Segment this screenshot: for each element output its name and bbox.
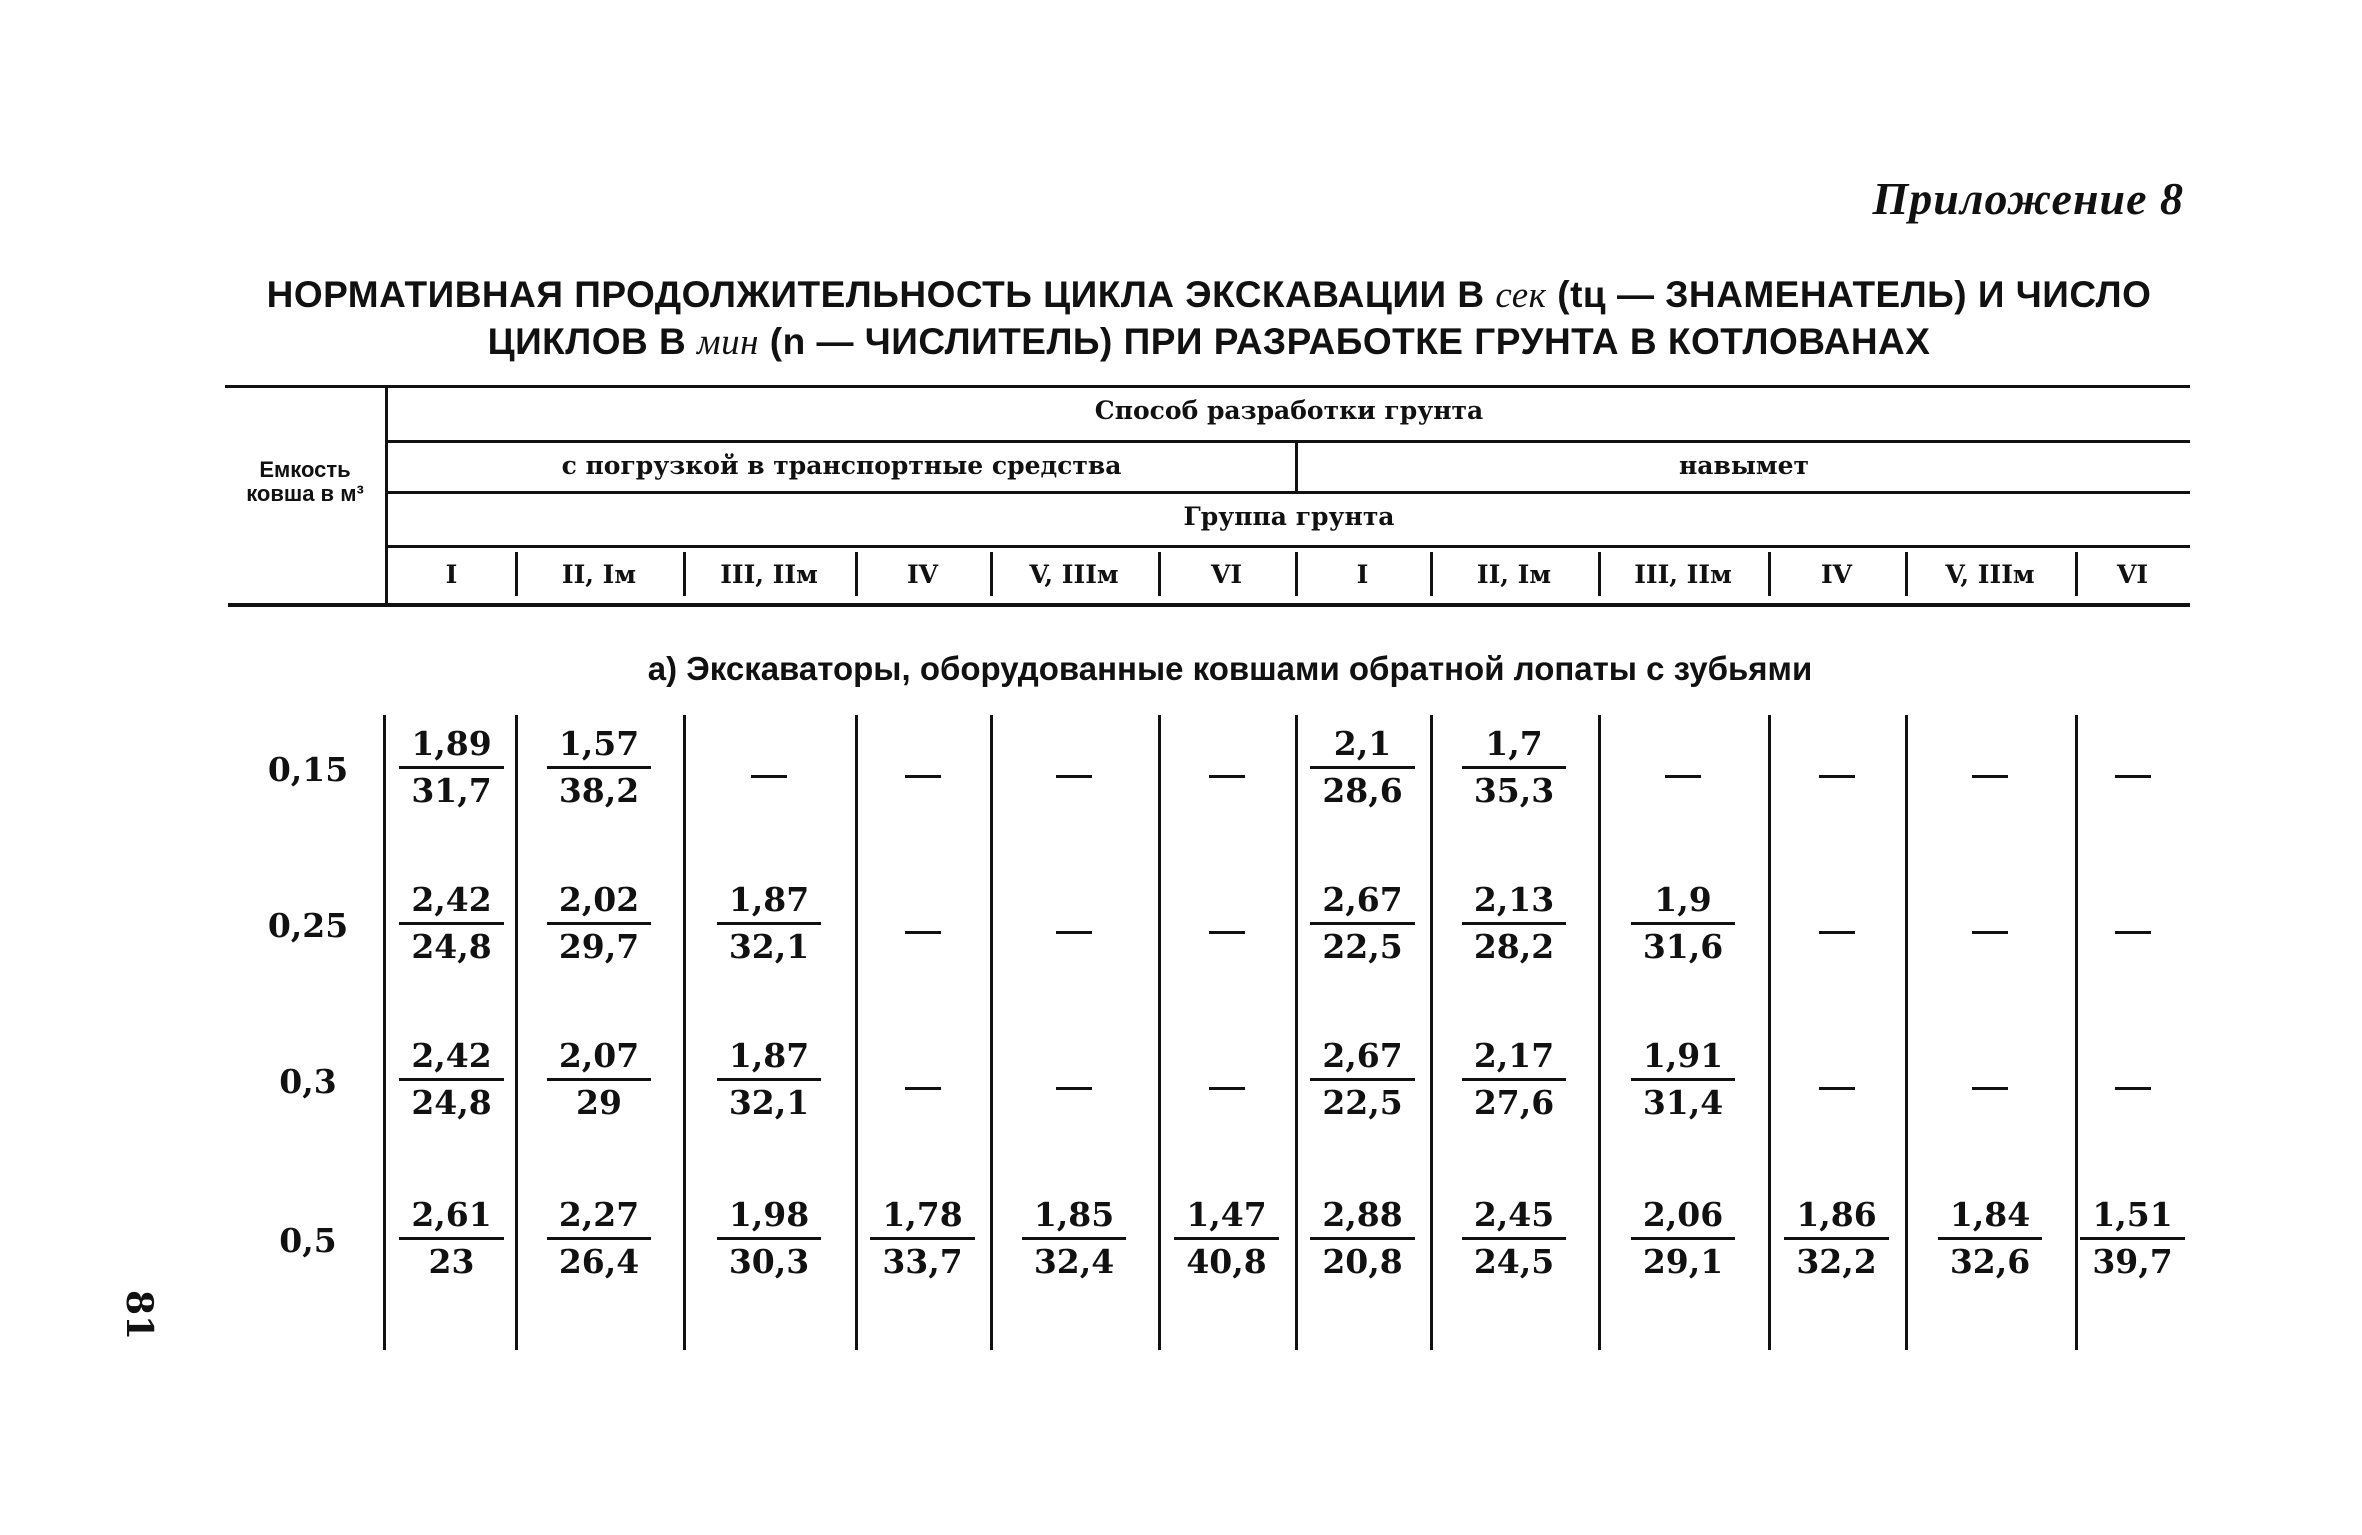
cycle-time-sec-denominator: 24,8	[411, 1083, 492, 1122]
table-cell	[1905, 1193, 2075, 1284]
group-col-separator	[1768, 552, 1771, 596]
cycle-time-sec-denominator: 23	[428, 1242, 475, 1281]
section-a-caption: а) Экскаваторы, оборудованные ковшами обратной лопаты с зубьями	[647, 650, 1813, 687]
group-col-separator	[855, 552, 858, 596]
cycle-time-sec-denominator: 22,5	[1322, 927, 1403, 966]
group-col-separator	[1598, 552, 1601, 596]
cycle-time-sec-denominator: 28,2	[1473, 927, 1555, 966]
soil-group-header: Группа грунта	[1183, 502, 1395, 531]
fraction-value	[1310, 1193, 1414, 1284]
cycles-per-min-numerator: 1,86	[1784, 1193, 1888, 1240]
cycles-per-min-numerator: 2,1	[1310, 722, 1414, 769]
no-value-dash	[1056, 775, 1092, 778]
cycles-per-min-numerator: 1,85	[1022, 1193, 1126, 1240]
table-cell	[388, 1193, 515, 1284]
cycle-time-sec-denominator: 33,7	[882, 1242, 963, 1281]
cycles-per-min-numerator: 2,13	[1462, 878, 1566, 925]
title-part-1: НОРМАТИВНАЯ ПРОДОЛЖИТЕЛЬНОСТЬ ЦИКЛА ЭКСКАВАЦИИ В	[266, 274, 1496, 315]
cycles-per-min-numerator: 1,87	[717, 878, 821, 925]
table-cell	[990, 1078, 1158, 1097]
table-cell	[1295, 878, 1430, 969]
cycles-per-min-numerator: 2,42	[399, 878, 503, 925]
soil-group-col-2: II, Iм	[561, 560, 637, 589]
fraction-value	[2080, 1193, 2184, 1284]
row-capacity-label: 0,25	[267, 906, 349, 945]
soil-group-col-8: II, Iм	[1476, 560, 1552, 589]
cycles-per-min-numerator: 1,91	[1631, 1034, 1735, 1081]
cycles-per-min-numerator: 1,98	[717, 1193, 821, 1240]
no-value-dash	[1665, 775, 1701, 778]
dumping-header: навымет	[1678, 451, 1810, 480]
cycles-per-min-numerator: 2,27	[547, 1193, 651, 1240]
fraction-value	[1631, 1193, 1735, 1284]
table-cell	[1430, 1193, 1598, 1284]
table-cell	[1430, 878, 1598, 969]
cycles-per-min-numerator: 2,07	[547, 1034, 651, 1081]
soil-group-col-11: V, IIIм	[1945, 560, 2035, 589]
table-cell	[990, 1193, 1158, 1284]
no-value-dash	[905, 1087, 941, 1090]
fraction-value	[547, 722, 651, 813]
header-rule-subgroup	[388, 491, 2190, 494]
fraction-value	[1462, 1034, 1566, 1125]
fraction-value	[547, 1193, 651, 1284]
table-cell	[1905, 922, 2075, 941]
cycle-time-sec-denominator: 38,2	[558, 771, 640, 810]
table-cell	[1768, 922, 1905, 941]
cycles-per-min-numerator: 2,06	[1631, 1193, 1735, 1240]
no-value-dash	[1972, 775, 2008, 778]
fraction-value	[399, 878, 503, 969]
header-top-rule	[225, 385, 2190, 388]
fraction-value	[1462, 878, 1566, 969]
table-cell	[683, 878, 855, 969]
cycles-per-min-numerator: 2,17	[1462, 1034, 1566, 1081]
table-cell	[1430, 1034, 1598, 1125]
title-part-2: (tц — ЗНАМЕНАТЕЛЬ) И ЧИСЛО ЦИКЛОВ В	[487, 274, 2152, 362]
table-cell	[1295, 1034, 1430, 1125]
fraction-value	[547, 1034, 651, 1125]
cycles-per-min-numerator: 2,67	[1310, 1034, 1414, 1081]
fraction-value	[717, 1193, 821, 1284]
table-cell	[1295, 722, 1430, 813]
table-cell	[2075, 922, 2190, 941]
table-cell	[2075, 1193, 2190, 1284]
table-cell	[1768, 766, 1905, 785]
cycle-time-sec-denominator: 26,4	[558, 1242, 640, 1281]
no-value-dash	[2115, 775, 2151, 778]
title-part-3: (n — ЧИСЛИТЕЛЬ) ПРИ РАЗРАБОТКЕ ГРУНТА В КОТЛОВАНАХ	[758, 321, 1931, 362]
table-cell	[2075, 766, 2190, 785]
table-cell	[683, 1193, 855, 1284]
soil-group-col-1: I	[445, 560, 458, 589]
fraction-value	[1310, 722, 1414, 813]
table-cell	[1598, 1034, 1768, 1125]
group-col-separator	[2075, 552, 2078, 596]
header-rule-method	[388, 440, 2190, 443]
no-value-dash	[1972, 1087, 2008, 1090]
row-capacity-label: 0,15	[267, 750, 349, 789]
cycle-time-sec-denominator: 20,8	[1322, 1242, 1403, 1281]
group-col-separator	[1295, 552, 1298, 596]
cycle-time-sec-denominator: 29,1	[1642, 1242, 1724, 1281]
cycles-per-min-numerator: 2,61	[399, 1193, 503, 1240]
table-cell	[683, 1034, 855, 1125]
method-header: Способ разработки грунта	[1094, 396, 1484, 425]
with-loading-header: с погрузкой в транспортные средства	[561, 451, 1122, 480]
page-number: 81	[118, 1290, 160, 1341]
table-cell	[683, 766, 855, 785]
no-value-dash	[2115, 931, 2151, 934]
fraction-value	[1631, 1034, 1735, 1125]
table-cell	[515, 1193, 683, 1284]
cycles-per-min-numerator: 1,9	[1631, 878, 1735, 925]
soil-group-col-6: VI	[1210, 560, 1243, 589]
no-value-dash	[1056, 931, 1092, 934]
cycles-per-min-numerator: 1,84	[1938, 1193, 2042, 1240]
table-cell	[1158, 766, 1295, 785]
cycles-per-min-numerator: 2,45	[1462, 1193, 1566, 1240]
group-col-separator	[683, 552, 686, 596]
table-cell	[855, 1193, 990, 1284]
table-cell	[855, 1078, 990, 1097]
group-col-separator	[1430, 552, 1433, 596]
soil-group-col-5: V, IIIм	[1029, 560, 1119, 589]
table-cell	[990, 766, 1158, 785]
fraction-value	[717, 1034, 821, 1125]
no-value-dash	[1056, 1087, 1092, 1090]
fraction-value	[1938, 1193, 2042, 1284]
body-column-rule	[383, 715, 386, 1350]
table-cell	[388, 1034, 515, 1125]
cycles-per-min-numerator: 1,57	[547, 722, 651, 769]
document-title	[228, 272, 2190, 366]
cycle-time-sec-denominator: 29	[576, 1083, 622, 1122]
table-cell	[990, 922, 1158, 941]
group-col-separator	[1905, 552, 1908, 596]
cycle-time-sec-denominator: 31,4	[1642, 1083, 1724, 1122]
cycle-time-sec-denominator: 28,6	[1322, 771, 1403, 810]
table-cell	[1295, 1193, 1430, 1284]
fraction-value	[1631, 878, 1735, 969]
table-cell	[388, 722, 515, 813]
soil-group-col-7: I	[1356, 560, 1369, 589]
fraction-value	[399, 1193, 503, 1284]
fraction-value	[399, 722, 503, 813]
header-rule-group	[388, 545, 2190, 548]
no-value-dash	[905, 931, 941, 934]
soil-group-col-3: III, IIм	[720, 560, 818, 589]
fraction-value	[717, 878, 821, 969]
cycle-time-sec-denominator: 24,5	[1473, 1242, 1555, 1281]
group-col-separator	[1158, 552, 1161, 596]
soil-group-col-12: VI	[2116, 560, 2149, 589]
capacity-header: Емкость ковша в м³	[246, 457, 364, 506]
table-cell	[1768, 1193, 1905, 1284]
fraction-value	[1462, 1193, 1566, 1284]
table-cell	[1158, 922, 1295, 941]
no-value-dash	[1819, 1087, 1855, 1090]
soil-group-col-9: III, IIм	[1634, 560, 1732, 589]
table-cell	[1598, 878, 1768, 969]
appendix-label: Приложение 8	[1872, 173, 2184, 224]
cycle-time-sec-denominator: 31,6	[1642, 927, 1724, 966]
table-cell	[855, 766, 990, 785]
table-cell	[1768, 1078, 1905, 1097]
fraction-value	[1462, 722, 1566, 813]
table-cell	[515, 878, 683, 969]
cycles-per-min-numerator: 1,7	[1462, 722, 1566, 769]
no-value-dash	[1819, 931, 1855, 934]
cycle-time-sec-denominator: 32,1	[728, 1083, 810, 1122]
no-value-dash	[1972, 931, 2008, 934]
cycle-time-sec-denominator: 32,2	[1796, 1242, 1877, 1281]
no-value-dash	[1209, 931, 1245, 934]
cycle-time-sec-denominator: 24,8	[411, 927, 492, 966]
no-value-dash	[2115, 1087, 2151, 1090]
cycle-time-sec-denominator: 29,7	[558, 927, 640, 966]
title-unit-sec: сек	[1495, 275, 1547, 316]
title-unit-min: мин	[697, 322, 759, 363]
cycle-time-sec-denominator: 27,6	[1473, 1083, 1555, 1122]
cycles-per-min-numerator: 1,47	[1174, 1193, 1278, 1240]
header-bottom-rule	[228, 603, 2190, 607]
table-cell	[1905, 766, 2075, 785]
fraction-value	[870, 1193, 974, 1284]
cycle-time-sec-denominator: 30,3	[728, 1242, 810, 1281]
no-value-dash	[1819, 775, 1855, 778]
cycle-time-sec-denominator: 39,7	[2092, 1242, 2173, 1281]
cycle-time-sec-denominator: 32,6	[1949, 1242, 2031, 1281]
fraction-value	[1174, 1193, 1278, 1284]
table-cell	[388, 878, 515, 969]
cycles-per-min-numerator: 2,67	[1310, 878, 1414, 925]
table-cell	[1158, 1193, 1295, 1284]
row-capacity-label: 0,5	[279, 1221, 337, 1260]
no-value-dash	[751, 775, 787, 778]
group-col-separator	[990, 552, 993, 596]
fraction-value	[547, 878, 651, 969]
cycles-per-min-numerator: 2,88	[1310, 1193, 1414, 1240]
table-cell	[1905, 1078, 2075, 1097]
fraction-value	[1022, 1193, 1126, 1284]
cycles-per-min-numerator: 2,02	[547, 878, 651, 925]
table-cell	[2075, 1078, 2190, 1097]
cycle-time-sec-denominator: 35,3	[1473, 771, 1555, 810]
fraction-value	[1310, 1034, 1414, 1125]
cycle-time-sec-denominator: 22,5	[1322, 1083, 1403, 1122]
cycles-per-min-numerator: 1,78	[870, 1193, 974, 1240]
soil-group-col-10: IV	[1820, 560, 1853, 589]
no-value-dash	[1209, 775, 1245, 778]
cycles-per-min-numerator: 1,87	[717, 1034, 821, 1081]
soil-group-col-4: IV	[906, 560, 939, 589]
table-cell	[1598, 766, 1768, 785]
table-cell	[1430, 722, 1598, 813]
fraction-value	[1784, 1193, 1888, 1284]
cycle-time-sec-denominator: 31,7	[411, 771, 492, 810]
group-col-separator	[515, 552, 518, 596]
row-capacity-label: 0,3	[279, 1062, 337, 1101]
cycles-per-min-numerator: 1,51	[2080, 1193, 2184, 1240]
table-cell	[515, 1034, 683, 1125]
table-cell	[515, 722, 683, 813]
table-cell	[1598, 1193, 1768, 1284]
cycle-time-sec-denominator: 32,1	[728, 927, 810, 966]
fraction-value	[399, 1034, 503, 1125]
cycles-per-min-numerator: 2,42	[399, 1034, 503, 1081]
cycle-time-sec-denominator: 40,8	[1186, 1242, 1267, 1281]
cycles-per-min-numerator: 1,89	[399, 722, 503, 769]
no-value-dash	[905, 775, 941, 778]
no-value-dash	[1209, 1087, 1245, 1090]
cycle-time-sec-denominator: 32,4	[1033, 1242, 1115, 1281]
table-cell	[855, 922, 990, 941]
table-cell	[1158, 1078, 1295, 1097]
fraction-value	[1310, 878, 1414, 969]
